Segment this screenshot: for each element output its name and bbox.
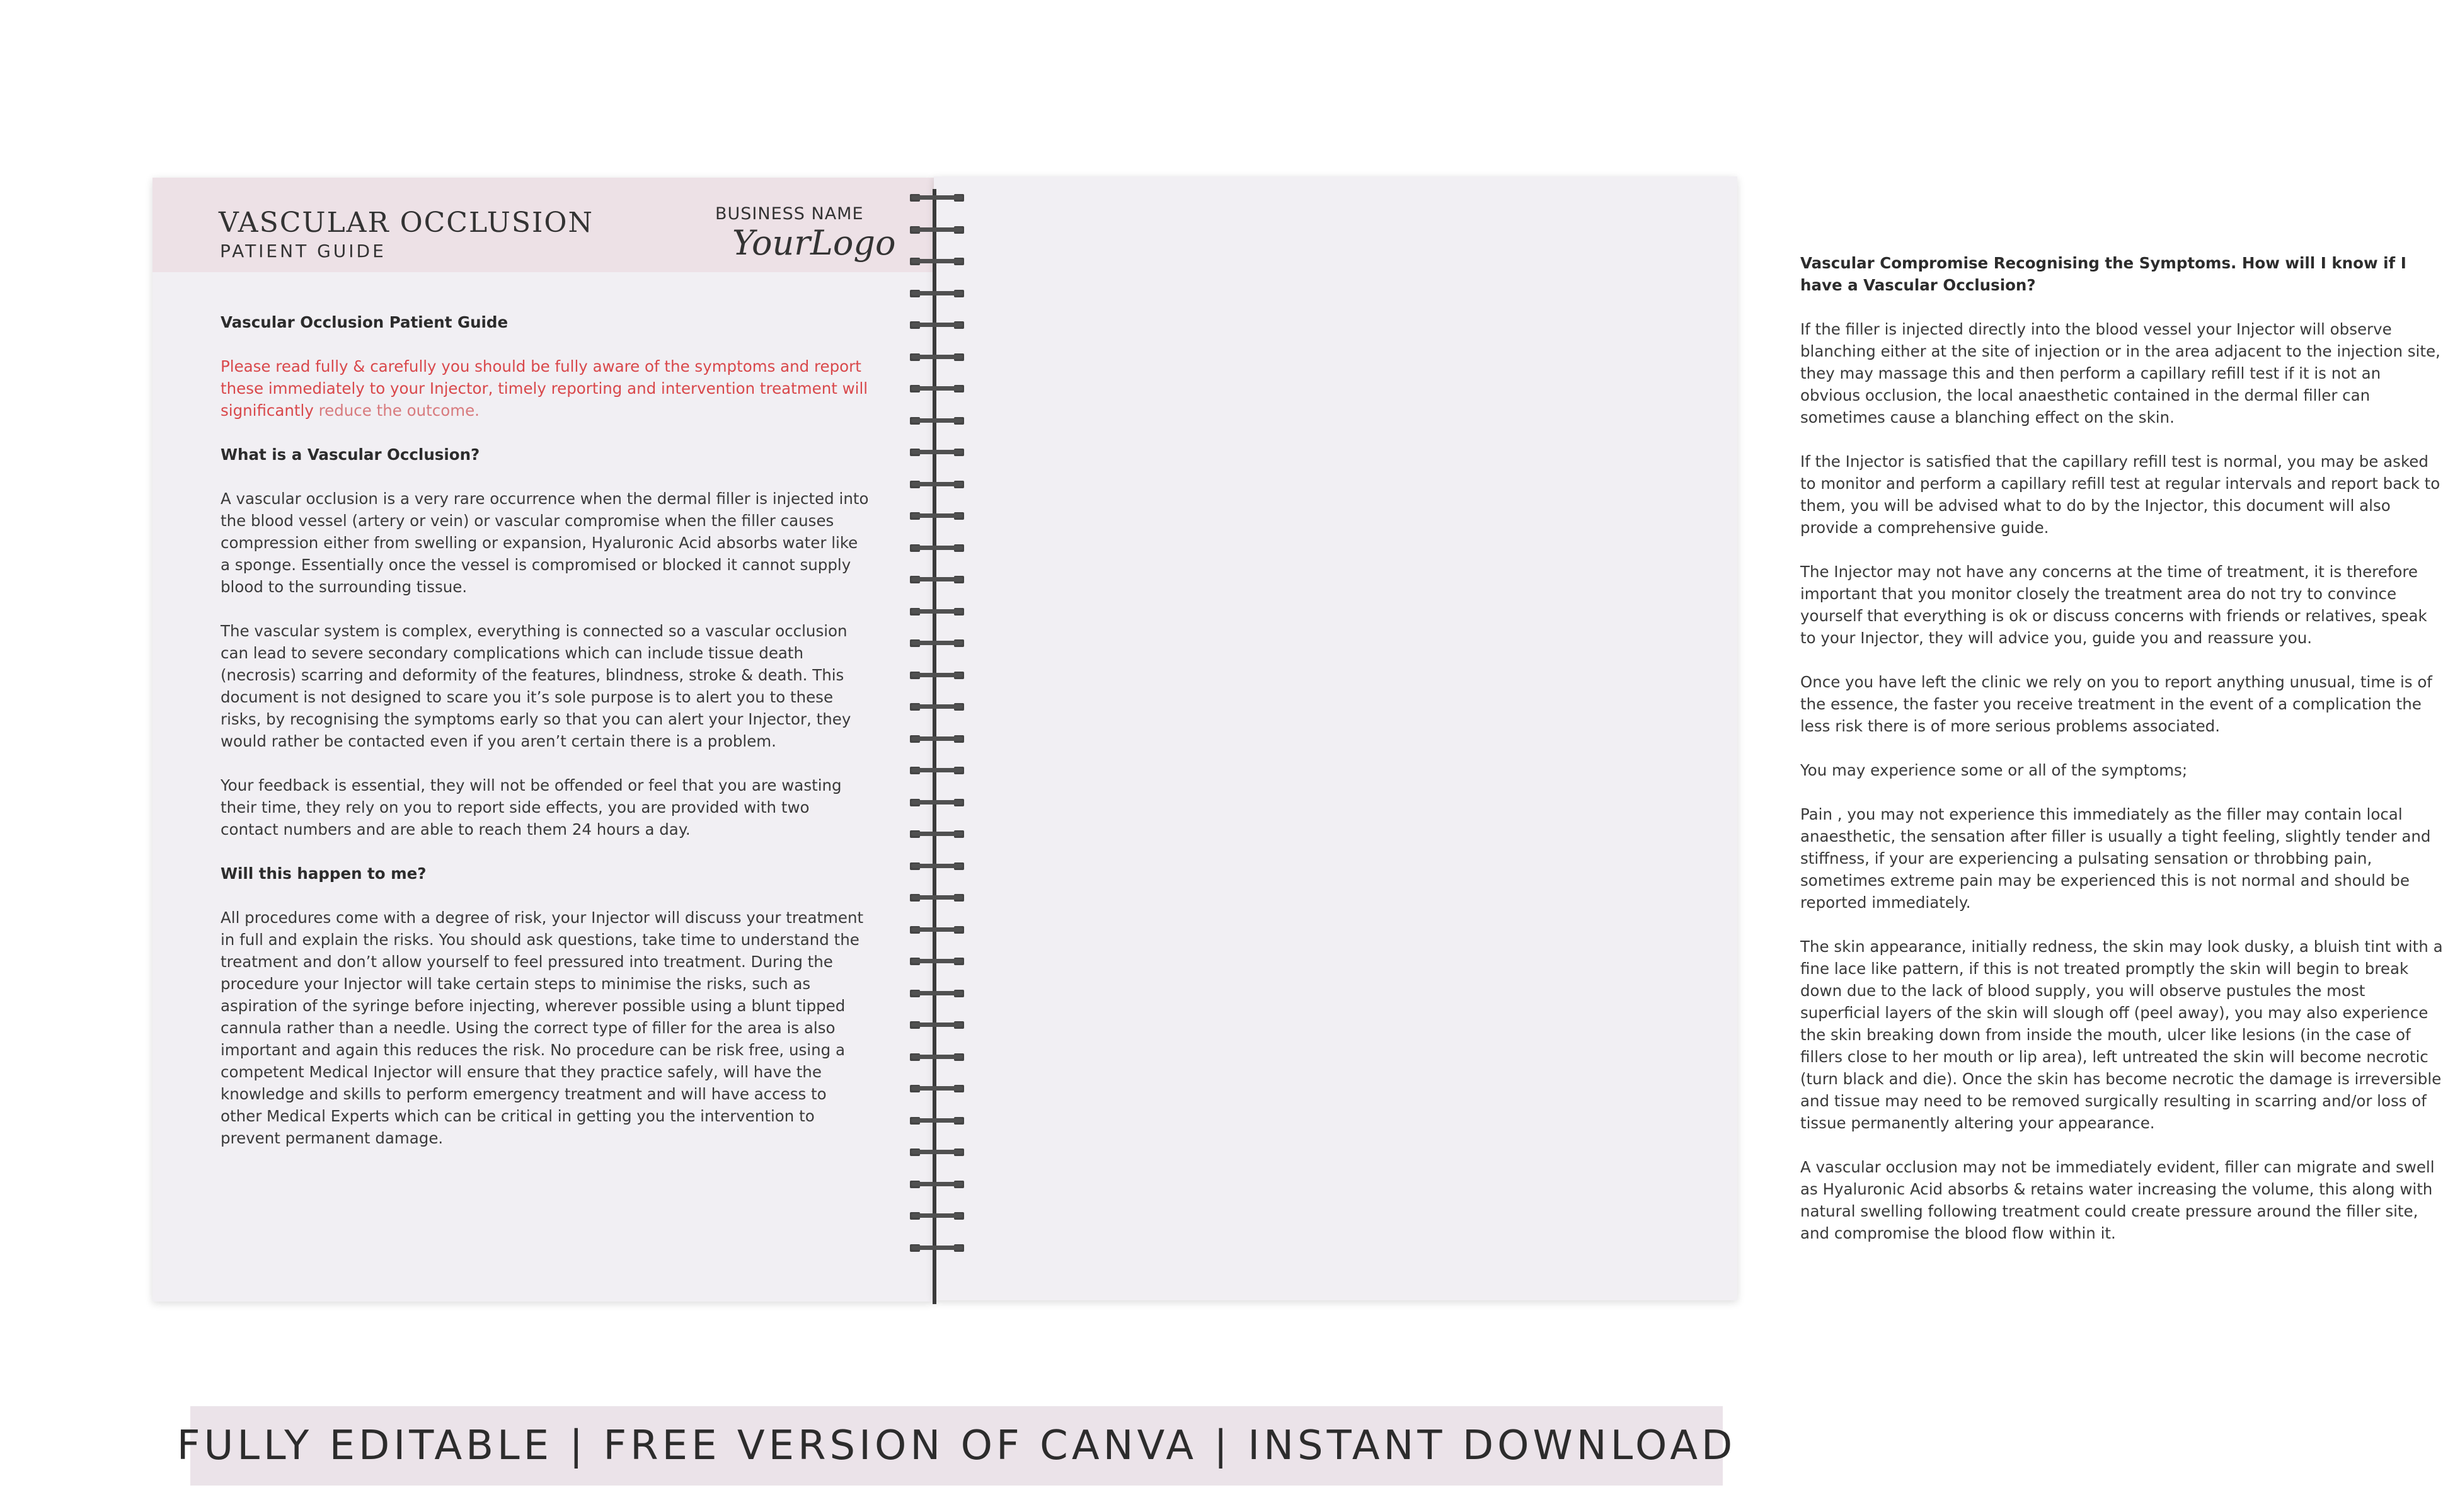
- coil-wire: [911, 1150, 963, 1154]
- paragraph: A vascular occlusion may not be immediately evident, filler can migrate and swell as Hyaluronic Acid absorbs & retains water increasing the volume, this along with natural swelling following treatment could create pressure around the filler site, and compromise the blood flow within it.: [1800, 1158, 2435, 1242]
- coil-wire: [911, 259, 963, 263]
- coil-ring: [909, 382, 965, 395]
- coil-ring: [909, 1051, 965, 1063]
- coil-ring: [909, 796, 965, 809]
- coil-wire: [911, 546, 963, 550]
- paragraph: The Injector may not have any concerns at the time of treatment, it is therefore important that you monitor closely the treatment area do not try to convince yourself that everything is ok or discuss concerns with friends or relatives, speak to your Injector, they will advice you, guide you and reassure you.: [1800, 563, 2427, 647]
- coil-ring: [909, 1019, 965, 1031]
- coil-ring: [909, 860, 965, 873]
- coil-ring: [909, 224, 965, 236]
- paragraph: If the Injector is satisfied that the capillary refill test is normal, you may be asked to monitor and perform a capillary refill test at regular intervals and report back to them, you will be advised what to do by the Injector, this document will also provide a comprehensive guide.: [1800, 452, 2440, 537]
- coil-wire: [911, 895, 963, 900]
- coil-wire: [911, 609, 963, 614]
- guide-title: VASCULAR OCCLUSION: [219, 207, 594, 239]
- paragraph: The vascular system is complex, everything is connected so a vascular occlusion can lead to severe secondary complications which can include tissue death (necrosis) scarring and deformity of the features, blindness, stroke & death. This document is not designed to scare you it’s sole purpose is to alert you to these risks, by recognising the symptoms early so that you can alert your Injector, they would rather be contacted even if you aren’t certain there is a problem.: [221, 622, 851, 750]
- coil-wire: [911, 673, 963, 677]
- coil-wire: [911, 355, 963, 359]
- notebook-mockup: [152, 178, 2443, 1305]
- coil-wire: [911, 323, 963, 327]
- coil-wire: [911, 1118, 963, 1123]
- coil-ring: [909, 1082, 965, 1095]
- warning-text-end: reduce the outcome.: [318, 401, 480, 420]
- coil-wire: [911, 418, 963, 423]
- coil-ring: [909, 605, 965, 618]
- coil-wire: [911, 704, 963, 709]
- coil-wire: [911, 1022, 963, 1027]
- coil-ring: [909, 987, 965, 1000]
- coil-wire: [911, 1213, 963, 1218]
- coil-ring: [909, 255, 965, 268]
- coil-wire: [911, 641, 963, 645]
- coil-wire: [911, 1055, 963, 1059]
- coil-wire: [911, 450, 963, 454]
- promo-banner: [176, 1406, 1737, 1486]
- coil-ring: [909, 446, 965, 459]
- coil-wire: [911, 482, 963, 486]
- coil-wire: [911, 959, 963, 963]
- coil-ring: [909, 319, 965, 331]
- coil-ring: [909, 573, 965, 586]
- coil-ring: [909, 192, 965, 204]
- section-heading-symptoms: Vascular Compromise Recognising the Symptoms. How will I know if I have a Vascular Occlusion?: [1800, 254, 2406, 294]
- left-page-body: [221, 311, 870, 1171]
- coil-wire: [911, 386, 963, 391]
- coil-ring: [909, 510, 965, 522]
- coil-ring: [909, 733, 965, 745]
- paragraph: The skin appearance, initially redness, the skin may look dusky, a bluish tint with a fine lace like pattern, if this is not treated promptly the skin will begin to break down due to the lack of blood supply, you will observe pustules the most superficial layers of the skin will slough off (peel away), you may also experience the skin breaking down from inside the mouth, ulcer like lesions (in the case of fillers close to her mouth or lip area), left untreated the skin will become necrotic (turn black and die). Once the skin has become necrotic the damage is irreversible and tissue may need to be removed surgically resulting in scarring and/or loss of tissue permanently altering your appearance.: [1800, 937, 2443, 1132]
- section-heading-what: What is a Vascular Occlusion?: [221, 445, 480, 464]
- paragraph: Pain , you may not experience this immediately as the filler may contain local anaesthetic, the sensation after filler is usually a tight feeling, slightly tender and stiffness, if your are experiencing a pulsating sensation or throbbing pain, sometimes extreme pain may be experienced this is not normal and should be reported immediately.: [1800, 805, 2431, 912]
- coil-wire: [911, 800, 963, 805]
- warning-notice: [221, 355, 870, 421]
- coil-ring: [909, 828, 965, 840]
- coil-ring: [909, 1146, 965, 1159]
- paragraph: If the filler is injected directly into the blood vessel your Injector will observe blanching either at the site of injection or in the area adjacent to the injection site, they may massage this and then perform a capillary refill test if it is not an obvious occlusion, the local anaesthetic contained in the dermal filler can sometimes cause a blanching effect on the skin.: [1800, 320, 2440, 427]
- coil-wire: [911, 577, 963, 581]
- coil-ring: [909, 924, 965, 936]
- coil-wire: [911, 513, 963, 518]
- coil-ring: [909, 637, 965, 650]
- coil-ring: [909, 669, 965, 682]
- spiral-coil: [909, 192, 965, 1275]
- section-heading-will: Will this happen to me?: [221, 864, 427, 883]
- paragraph: Your feedback is essential, they will not be offended or feel that you are wasting their time, they rely on you to report side effects, you are provided with two contact numbers and are able to reach them 24 hours a day.: [221, 776, 842, 839]
- coil-ring: [909, 478, 965, 491]
- paragraph: Once you have left the clinic we rely on you to report anything unusual, time is of the essence, the faster you receive treatment in the event of a complication the less risk there is of more serious problems associated.: [1800, 673, 2432, 735]
- left-page: [152, 178, 934, 1302]
- paragraph: All procedures come with a degree of risk, your Injector will discuss your treatment in full and explain the risks. You should ask questions, take time to understand the treatment and don’t allow yourself to feel pressured into treatment. During the procedure your Injector will take certain steps to minimise the risks, such as aspiration of the syringe before injecting, wherever possible using a blunt tipped cannula rather than a needle. Using the correct type of filler for the area is also important and again this reduces the risk. No procedure can be risk free, using a competent Medical Injector will ensure that they practice safely, will have the knowledge and skills to perform emergency treatment and will have access to other Medical Experts which can be critical in getting you the intervention to prevent permanent damage.: [221, 908, 864, 1147]
- coil-wire: [911, 227, 963, 232]
- warning-text: Please read fully & carefully you should be fully aware of the symptoms and report these immediately to your Injector, timely reporting and intervention treatment will significantly: [221, 357, 868, 420]
- coil-wire: [911, 1182, 963, 1186]
- coil-wire: [911, 195, 963, 200]
- coil-wire: [911, 927, 963, 932]
- coil-wire: [911, 736, 963, 741]
- coil-ring: [909, 542, 965, 554]
- paragraph: A vascular occlusion is a very rare occurrence when the dermal filler is injected into the blood vessel (artery or vein) or vascular compromise when the filler causes compression either from swelling or expansion, Hyaluronic Acid absorbs water like a sponge. Essentially once the vessel is compromised or blocked it cannot supply blood to the surrounding tissue.: [221, 490, 869, 596]
- coil-ring: [909, 351, 965, 364]
- banner-text: FULLY EDITABLE | FREE VERSION OF CANVA | INSTANT DOWNLOAD: [176, 1423, 1737, 1469]
- coil-ring: [909, 1242, 965, 1254]
- coil-ring: [909, 415, 965, 427]
- page-header: [152, 178, 934, 272]
- right-page: [934, 176, 2443, 1300]
- coil-wire: [911, 864, 963, 868]
- coil-ring: [909, 1210, 965, 1222]
- logo-placeholder: YourLogo: [732, 223, 896, 263]
- coil-ring: [909, 1114, 965, 1127]
- business-name: BUSINESS NAME: [715, 204, 864, 224]
- coil-ring: [909, 891, 965, 904]
- coil-ring: [909, 955, 965, 968]
- guide-subtitle: PATIENT GUIDE: [220, 241, 386, 261]
- coil-wire: [911, 1086, 963, 1091]
- coil-wire: [911, 291, 963, 295]
- coil-ring: [909, 287, 965, 300]
- coil-ring: [909, 701, 965, 713]
- document-title: Vascular Occlusion Patient Guide: [221, 313, 509, 331]
- coil-wire: [911, 832, 963, 836]
- paragraph: You may experience some or all of the symptoms;: [1800, 761, 2188, 779]
- coil-wire: [911, 768, 963, 772]
- coil-ring: [909, 764, 965, 777]
- coil-wire: [911, 991, 963, 995]
- coil-ring: [909, 1178, 965, 1191]
- coil-wire: [911, 1246, 963, 1250]
- right-page-body: [1800, 252, 2443, 1266]
